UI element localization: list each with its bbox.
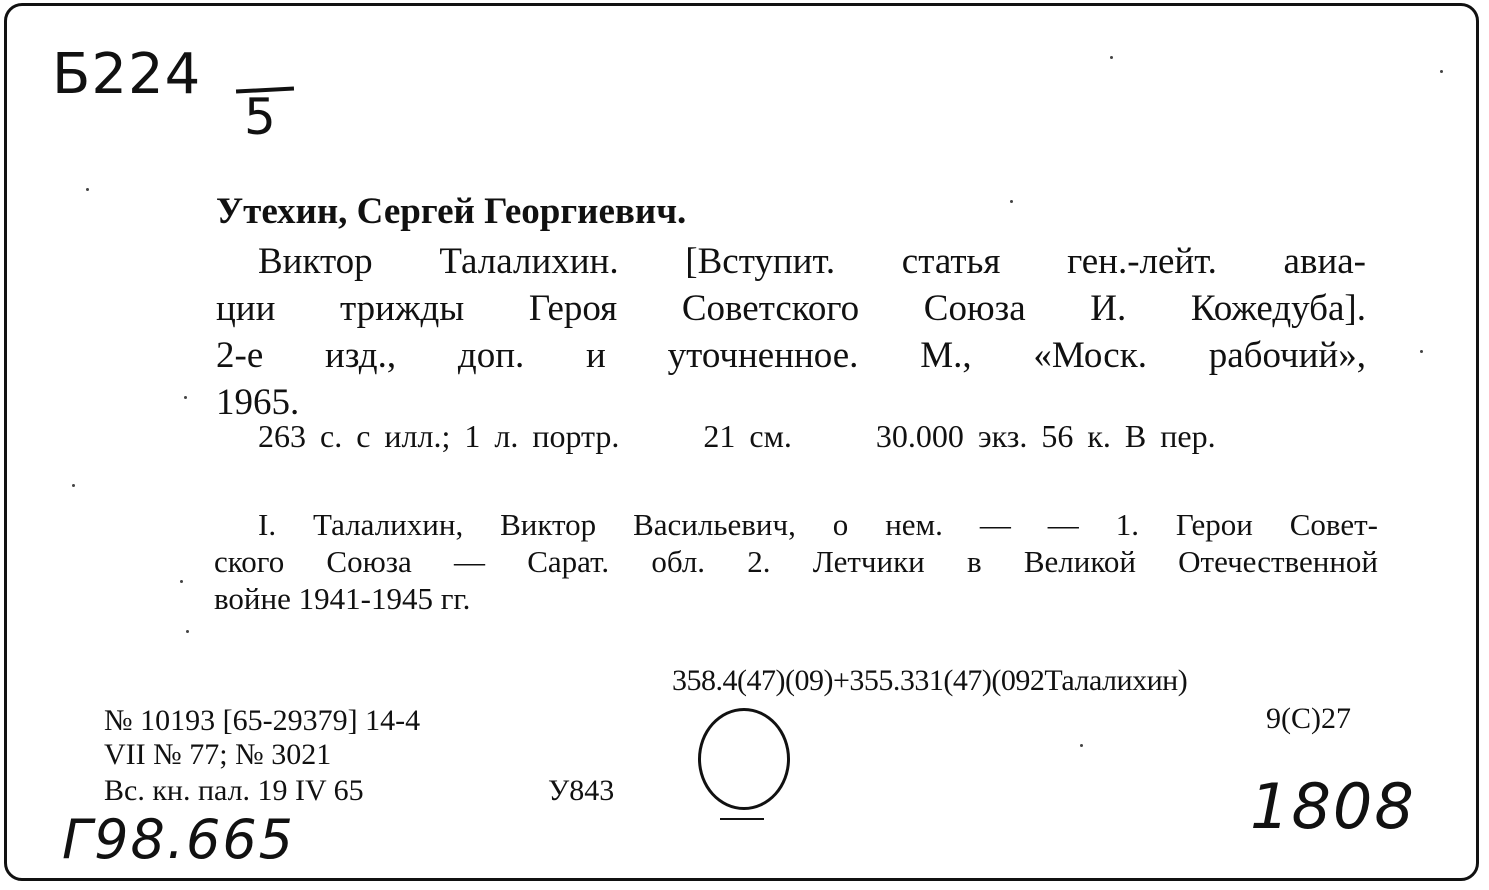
scan-speck [1110,56,1113,59]
class-short: 9(С)27 [1266,702,1351,735]
notes-line: ского Союза — Сарат. обл. 2. Летчики в Великой Отечественной [214,544,1378,579]
title-line: 1965. [216,382,300,423]
scan-speck [180,580,183,583]
shelf-mark-sub: 5 [244,88,276,146]
classification-index: 358.4(47)(09)+355.331(47)(092Талалихин) [672,664,1188,697]
inventory-number-left: Г98.665 [62,808,296,871]
registration-series: VII № 77; № 3021 [104,738,332,771]
chamber-date: Вс. кн. пал. 19 IV 65 [104,774,364,807]
title-paragraph [216,238,1366,426]
scan-speck [184,396,187,399]
scan-speck [72,484,75,487]
scan-speck [1440,70,1443,73]
card-hole [698,708,790,810]
card-hole-mark [720,818,764,820]
scan-speck [86,188,89,191]
scan-speck [1010,200,1013,203]
shelf-mark: Б224 [52,42,202,107]
subject-notes [214,506,1378,617]
author-heading: Утехин, Сергей Георгиевич. [216,191,687,232]
registration-number: № 10193 [65-29379] 14-4 [104,704,421,737]
physical-description: 263 с. с илл.; 1 л. портр. 21 см. 30.000 экз. 56 к. В пер. [258,418,1216,454]
scan-speck [186,630,189,633]
inventory-number-right: 1808 [1250,770,1416,843]
title-line: 2-е изд., доп. и уточненное. М., «Моск. рабочий», [216,335,1366,376]
title-line: ции трижды Героя Советского Союза И. Кожедуба]. [216,288,1366,329]
title-line: Виктор Талалихин. [Вступит. статья ген.-лейт. авиа- [258,241,1366,282]
notes-line: войне 1941-1945 гг. [214,581,471,616]
scan-speck [1420,350,1423,353]
notes-line: I. Талалихин, Виктор Васильевич, о нем. — — 1. Герои Совет- [258,507,1378,542]
scan-speck [1080,744,1083,747]
author-code: У843 [548,774,615,807]
